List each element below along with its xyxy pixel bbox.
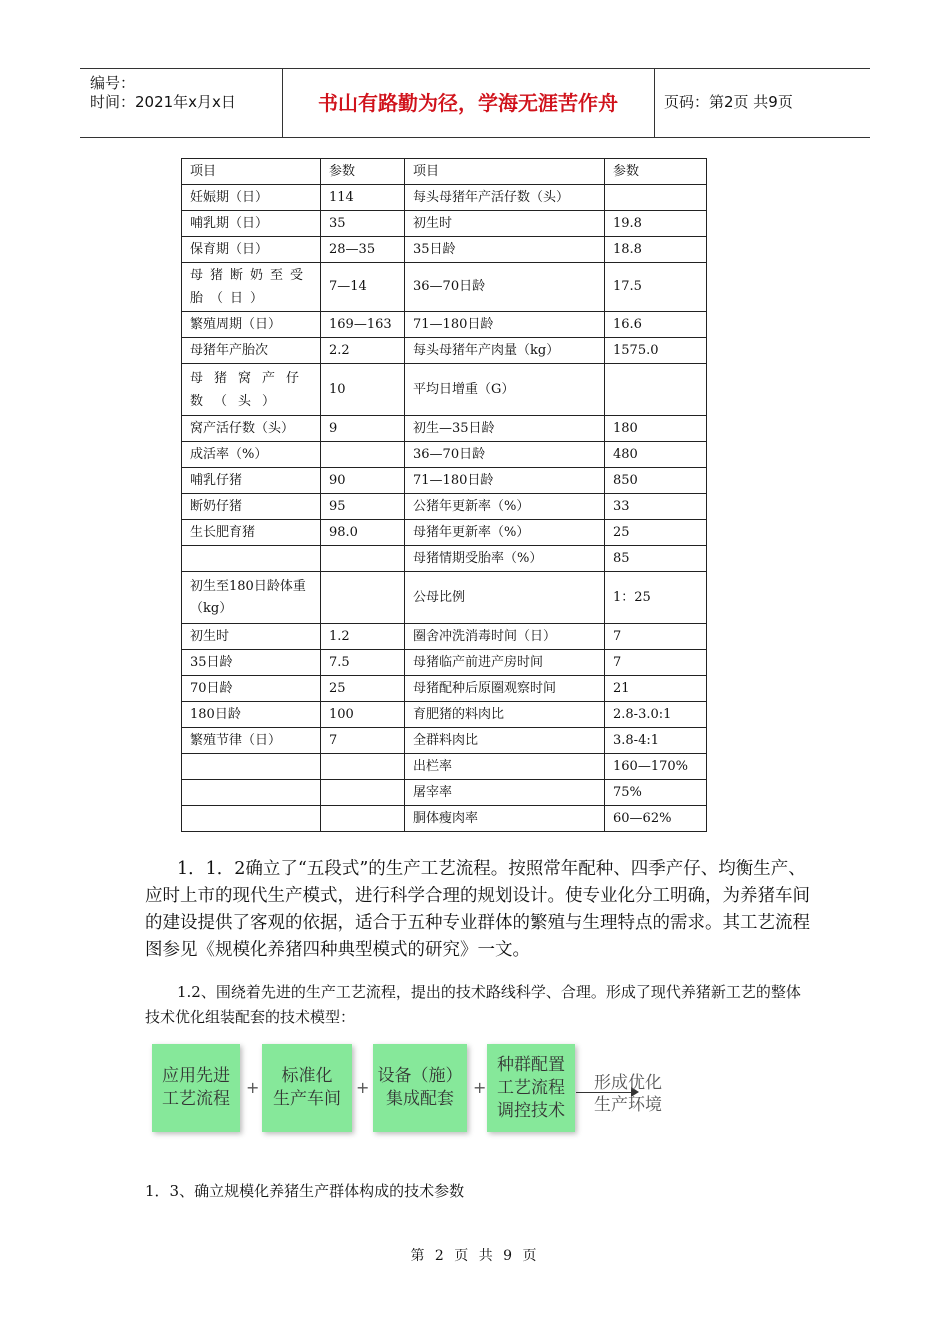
table-row	[182, 442, 707, 468]
table-cell: 95	[321, 494, 405, 520]
table-cell: 胴体瘦肉率	[405, 806, 605, 832]
table-cell: 母猪年更新率（%）	[405, 520, 605, 546]
table-cell: 850	[605, 468, 707, 494]
table-row	[182, 211, 707, 237]
table-cell: 7	[605, 624, 707, 650]
table-cell: 母猪配种后原圈观察时间	[405, 676, 605, 702]
table-cell: 16.6	[605, 312, 707, 338]
table-cell: 1.2	[321, 624, 405, 650]
table-row	[182, 702, 707, 728]
table-cell: 35	[321, 211, 405, 237]
parameter-table	[181, 158, 707, 832]
table-cell: 初生时	[405, 211, 605, 237]
table-cell: 窝产活仔数（头）	[182, 416, 321, 442]
table-row	[182, 468, 707, 494]
header-page-info: 页码：第2页 共9页	[664, 93, 793, 111]
table-cell: 7	[321, 728, 405, 754]
table-cell: 断奶仔猪	[182, 494, 321, 520]
table-cell: 2.8-3.0:1	[605, 702, 707, 728]
table-cell: 1575.0	[605, 338, 707, 364]
plus-sign: +	[473, 1078, 487, 1097]
table-cell: 71—180日龄	[405, 312, 605, 338]
table-cell: 繁殖周期（日）	[182, 312, 321, 338]
table-cell	[321, 546, 405, 572]
table-cell: 成活率（%）	[182, 442, 321, 468]
table-cell: 70日龄	[182, 676, 321, 702]
table-row	[182, 364, 707, 416]
flow-box-population-control	[487, 1044, 575, 1132]
table-cell: 妊娠期（日）	[182, 185, 321, 211]
tech-model-diagram	[148, 1040, 678, 1136]
table-cell: 母猪窝产仔数（头）	[182, 364, 321, 416]
table-cell: 母猪临产前进产房时间	[405, 650, 605, 676]
table-row	[182, 312, 707, 338]
table-cell: 屠宰率	[405, 780, 605, 806]
table-cell: 480	[605, 442, 707, 468]
flow-result	[594, 1072, 662, 1116]
flow-box-text: 应用先进	[162, 1066, 230, 1086]
table-row	[182, 572, 707, 624]
table-cell: 10	[321, 364, 405, 416]
table-cell: 71—180日龄	[405, 468, 605, 494]
table-row	[182, 338, 707, 364]
table-cell: 90	[321, 468, 405, 494]
table-cell: 60—62%	[605, 806, 707, 832]
table-cell: 哺乳仔猪	[182, 468, 321, 494]
table-cell	[182, 754, 321, 780]
table-row	[182, 780, 707, 806]
flow-box-standard-workshop	[262, 1044, 352, 1132]
flow-box-text: 工艺流程	[497, 1077, 565, 1098]
flow-box-text: 种群配置	[497, 1054, 565, 1075]
table-cell: 36—70日龄	[405, 442, 605, 468]
table-cell: 21	[605, 676, 707, 702]
table-header-cell: 参数	[605, 159, 707, 185]
flow-box-text: 集成配套	[386, 1089, 454, 1109]
table-cell	[182, 806, 321, 832]
table-header-cell: 项目	[182, 159, 321, 185]
table-cell: 7—14	[321, 263, 405, 312]
flow-box-text: 设备（施）	[377, 1066, 463, 1086]
table-cell: 25	[605, 520, 707, 546]
paragraph-tech-route: 1.2、围绕着先进的生产工艺流程，提出的技术路线科学、合理。形成了现代养猪新工艺的整体技术优化组装配套的技术模型：	[145, 983, 801, 1026]
table-row	[182, 416, 707, 442]
table-cell	[605, 364, 707, 416]
flow-box-text: 工艺流程	[162, 1089, 230, 1109]
table-cell: 7	[605, 650, 707, 676]
table-cell: 35日龄	[405, 237, 605, 263]
table-cell	[321, 780, 405, 806]
table-cell: 7.5	[321, 650, 405, 676]
table-cell: 繁殖节律（日）	[182, 728, 321, 754]
paragraph-process-flow: 1．1．2确立了“五段式”的生产工艺流程。按照常年配种、四季产仔、均衡生产、应时上市的现代生产模式，进行科学合理的规划设计。使专业化分工明确，为养猪车间的建设提供了客观的依据，适合于五种专业群体的繁殖与生理特点的需求。其工艺流程图参见《规模化养猪四种典型模式的研究》一文。	[145, 859, 810, 960]
table-cell: 公猪年更新率（%）	[405, 494, 605, 520]
table-row	[182, 624, 707, 650]
section-heading-1-3: 1．3、确立规模化养猪生产群体构成的技术参数	[145, 1182, 465, 1200]
table-row	[182, 494, 707, 520]
table-cell: 18.8	[605, 237, 707, 263]
table-header-cell: 项目	[405, 159, 605, 185]
table-cell: 180	[605, 416, 707, 442]
table-row	[182, 263, 707, 312]
flow-box-advanced-process	[152, 1044, 240, 1132]
table-cell: 初生至180日龄体重（kg）	[182, 572, 321, 624]
table-header-cell: 参数	[321, 159, 405, 185]
table-cell: 169—163	[321, 312, 405, 338]
table-cell: 28—35	[321, 237, 405, 263]
table-cell: 公母比例	[405, 572, 605, 624]
table-cell: 25	[321, 676, 405, 702]
table-cell: 1：25	[605, 572, 707, 624]
table-cell: 每头母猪年产肉量（kg）	[405, 338, 605, 364]
table-cell: 母猪情期受胎率（%）	[405, 546, 605, 572]
plus-sign: +	[246, 1078, 260, 1097]
table-cell: 初生时	[182, 624, 321, 650]
table-cell	[321, 754, 405, 780]
number-label: 编号：	[90, 74, 136, 92]
table-cell: 33	[605, 494, 707, 520]
table-row	[182, 650, 707, 676]
table-cell: 98.0	[321, 520, 405, 546]
table-cell: 180日龄	[182, 702, 321, 728]
table-cell	[182, 546, 321, 572]
table-cell: 36—70日龄	[405, 263, 605, 312]
table-cell: 114	[321, 185, 405, 211]
table-cell: 出栏率	[405, 754, 605, 780]
table-header-row	[182, 159, 707, 185]
table-cell: 圈舍冲洗消毒时间（日）	[405, 624, 605, 650]
table-cell	[182, 780, 321, 806]
flow-box-equipment-integration	[373, 1044, 467, 1132]
table-row	[182, 237, 707, 263]
table-cell	[321, 572, 405, 624]
flow-result-text: 生产环境	[594, 1095, 662, 1115]
table-cell: 19.8	[605, 211, 707, 237]
flow-box-text: 调控技术	[497, 1100, 565, 1121]
table-cell: 保育期（日）	[182, 237, 321, 263]
table-cell: 全群料肉比	[405, 728, 605, 754]
table-cell: 17.5	[605, 263, 707, 312]
table-cell: 85	[605, 546, 707, 572]
flow-result-text: 形成优化	[594, 1073, 662, 1093]
table-cell: 2.2	[321, 338, 405, 364]
page-header	[80, 68, 870, 138]
page-footer: 第 2 页 共 9 页	[410, 1248, 540, 1264]
header-motto: 书山有路勤为径，学海无涯苦作舟	[282, 69, 655, 137]
table-cell: 母猪断奶至受胎（日）	[182, 263, 321, 312]
table-cell: 100	[321, 702, 405, 728]
table-row	[182, 754, 707, 780]
table-cell: 3.8-4:1	[605, 728, 707, 754]
table-row	[182, 546, 707, 572]
table-cell: 母猪年产胎次	[182, 338, 321, 364]
table-cell: 初生—35日龄	[405, 416, 605, 442]
table-row	[182, 520, 707, 546]
flow-box-text: 标准化	[281, 1066, 333, 1086]
flow-box-text: 生产车间	[273, 1089, 341, 1109]
table-row	[182, 676, 707, 702]
table-cell: 平均日增重（G）	[405, 364, 605, 416]
table-cell: 生长肥育猪	[182, 520, 321, 546]
table-cell	[321, 806, 405, 832]
table-cell	[605, 185, 707, 211]
time-label: 时间：2021年x月x日	[90, 93, 236, 111]
table-cell: 哺乳期（日）	[182, 211, 321, 237]
table-cell: 每头母猪年产活仔数（头）	[405, 185, 605, 211]
header-meta	[80, 69, 283, 137]
table-cell: 35日龄	[182, 650, 321, 676]
table-cell	[321, 442, 405, 468]
plus-sign: +	[356, 1078, 370, 1097]
table-cell: 9	[321, 416, 405, 442]
table-row	[182, 728, 707, 754]
table-cell: 育肥猪的料肉比	[405, 702, 605, 728]
table-cell: 160—170%	[605, 754, 707, 780]
table-row	[182, 185, 707, 211]
table-row	[182, 806, 707, 832]
table-cell: 75%	[605, 780, 707, 806]
